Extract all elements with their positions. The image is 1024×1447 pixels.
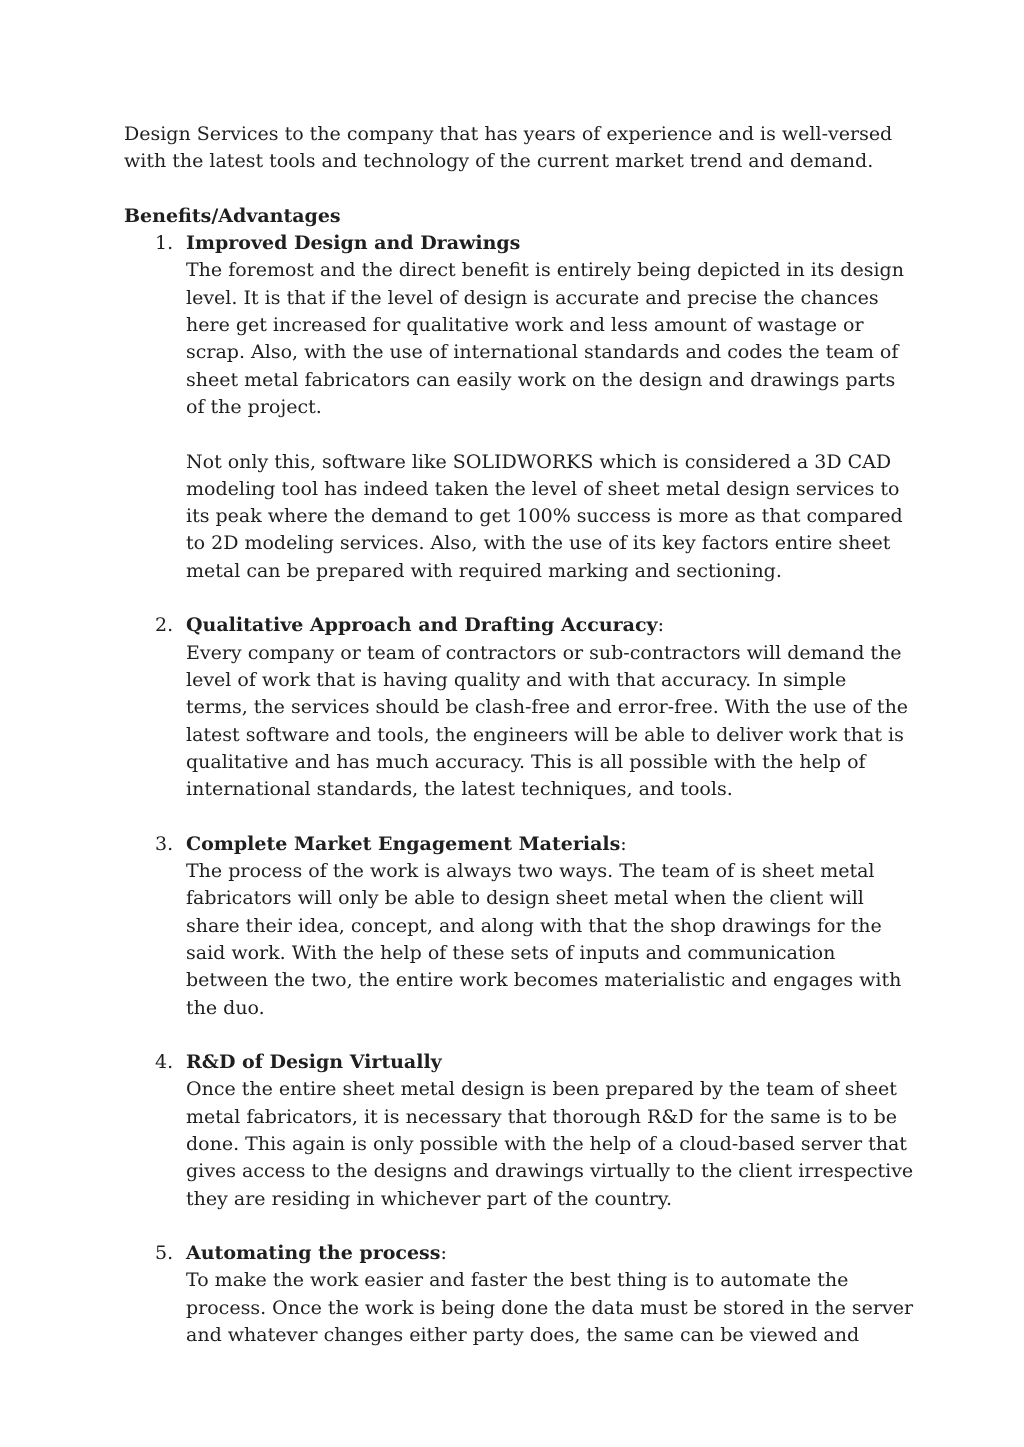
list-item: [124, 230, 914, 585]
benefits-list: [124, 230, 914, 1349]
section-title: Benefits/Advantages: [124, 204, 341, 227]
list-item-title: Complete Market Engagement Materials: [186, 832, 621, 855]
list-item: [124, 612, 914, 803]
list-item-number: 2.: [155, 614, 174, 637]
list-item-title: Improved Design and Drawings: [186, 232, 521, 255]
list-item-number: 4.: [155, 1051, 174, 1074]
list-item-paragraph: The foremost and the direct benefit is entirely being depicted in its design level. It is that if the level of design is accurate and precise the chances here get increased for qualitative work and less amount of wastage or scrap. Also, with the use of international standards and codes the team of sheet metal fabricators can easily work on the design and drawings parts of the project.: [186, 259, 904, 418]
document-page: [124, 121, 914, 1349]
list-item-number: 3.: [155, 832, 174, 855]
list-item-title: Automating the process: [186, 1242, 441, 1265]
list-item-title-suffix: :: [620, 832, 627, 855]
list-item-title: Qualitative Approach and Drafting Accuracy: [186, 614, 658, 637]
list-item-paragraph: Once the entire sheet metal design is been prepared by the team of sheet metal fabricators, it is necessary that thorough R&D for the same is to be done. This again is only possible with the help of a cloud-based server that gives access to the designs and drawings virtually to the client irrespective they are residing in whichever part of the country.: [186, 1078, 914, 1210]
list-item-paragraph: Every company or team of contractors or sub-contractors will demand the level of work that is having quality and with that accuracy. In simple terms, the services should be clash-free and error-free. With the use of the latest software and tools, the engineers will be able to deliver work that is qualitative and has much accuracy. This is all possible with the help of international standards, the latest techniques, and tools.: [186, 641, 909, 801]
list-item-title-suffix: :: [657, 614, 664, 637]
list-item-number: 1.: [155, 232, 174, 255]
list-item: [124, 831, 914, 1022]
intro-paragraph: Design Services to the company that has years of experience and is well-versed with the latest tools and technology of the current market trend and demand.: [124, 123, 893, 173]
list-item: [124, 1049, 914, 1213]
list-item-title: R&D of Design Virtually: [186, 1051, 442, 1074]
list-item-paragraph: Not only this, software like SOLIDWORKS which is considered a 3D CAD modeling tool has indeed taken the level of sheet metal design services to its peak where the demand to get 100% success is more as that compared to 2D modeling services. Also, with the use of its key factors entire sheet metal can be prepared with required marking and sectioning.: [186, 450, 903, 582]
list-item-paragraph: The process of the work is always two ways. The team of is sheet metal fabricators will only be able to design sheet metal when the client will share their idea, concept, and along with that the shop drawings for the said work. With the help of these sets of inputs and communication between the two, the entire work becomes materialistic and engages with the duo.: [186, 860, 902, 1019]
list-item-paragraph: To make the work easier and faster the best thing is to automate the process. Once the work is being done the data must be stored in the server and whatever changes either party does, the same can be viewed and: [186, 1269, 914, 1347]
list-item: [124, 1240, 914, 1349]
list-item-number: 5.: [155, 1242, 174, 1265]
list-item-title-suffix: :: [440, 1242, 447, 1265]
